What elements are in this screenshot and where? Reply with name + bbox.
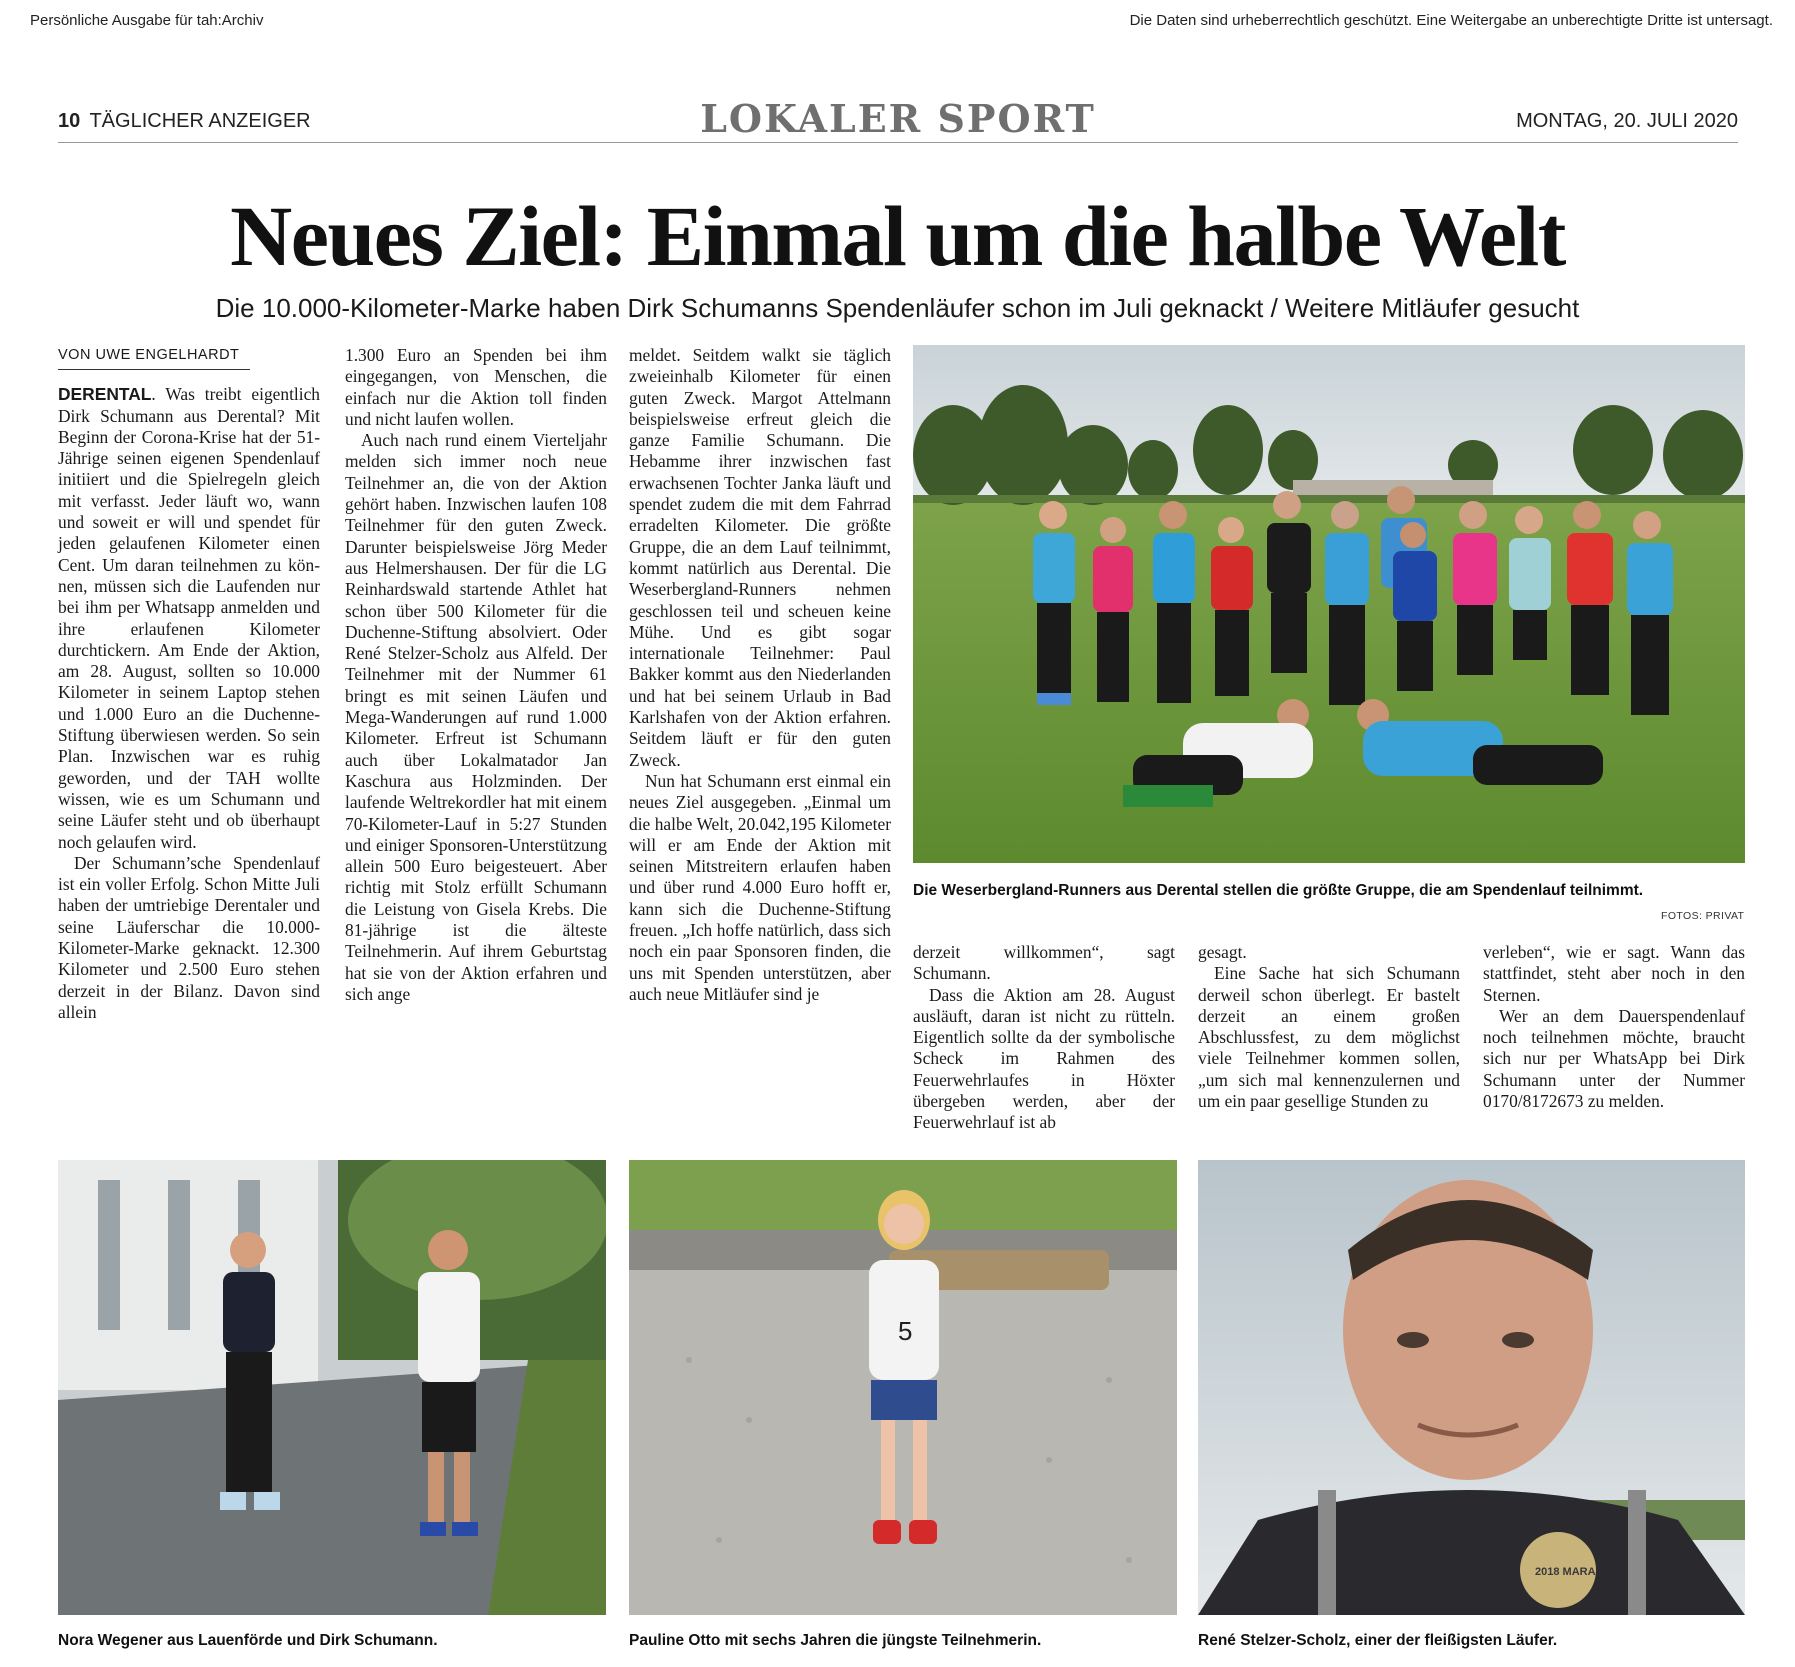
photo-pauline-otto-caption: Pauline Otto mit sechs Jahren die jüngste Teilnehmerin. <box>629 1632 1042 1649</box>
photo-pauline-otto-image <box>629 1160 1177 1615</box>
article-column-3 <box>629 345 891 1005</box>
issue-date: MONTAG, 20. JULI 2020 <box>1516 110 1738 132</box>
photo-rene-stelzer-scholz-image <box>1198 1160 1745 1615</box>
photo-wegener-schumann <box>58 1160 606 1615</box>
paragraph: meldet. Seitdem walkt sie täglich zweieinhalb Kilometer für einen guten Zweck. Margot Attelmann beispielsweise erfreut gleich die ganze Familie Schumann. Die Hebamme ihrer inzwischen fast erwachsenen Tochter Janka läuft und spendet zudem die mit dem Fahrrad erradelten Kilometer. Die größte Gruppe, die an dem Lauf teilnimmt, kommt natürlich aus Derental. Die Weserbergland-Runners nehmen geschlossen teil und scheuen keine Mühe. Und es gibt sogar internationale Teilnehmer: Paul Bakker kommt aus den Niederlanden und hat bei seinem Urlaub in Bad Karlshafen von der Aktion erfahren. Seitdem läuft er für den guten Zweck. <box>629 345 891 770</box>
personal-edition-note: Persönliche Ausgabe für tah:Archiv <box>30 12 264 29</box>
svg-text:5: 5 <box>898 1316 913 1346</box>
byline: VON UWE ENGELHARDT <box>58 345 250 370</box>
paragraph: Nun hat Schumann erst einmal ein neues Ziel ausgegeben. „Einmal um die halbe Welt, 20.042,195 Kilometer will er am Ende der Aktion mit seinen Mitstreitern erlaufen haben und über rund 4.000 Euro hofft er, kann sich die Duchenne-Stiftung freuen. „Ich hoffe natürlich, dass sich noch ein paar Sponsoren finden, die uns mit Spenden unterstützen, aber auch neue Mitläufer sind je <box>629 770 891 1004</box>
paragraph: Auch nach rund einem Vierteljahr melden sich immer noch neue Teilnehmer an, die von der Aktion gehört haben. Inzwischen laufen 108 Teilnehmer für den guten Zweck. Darunter beispielsweise Jörg Meder aus Helmershausen. Der für die LG Reinhardswald startende Athlet hat schon über 500 Kilometer für die Duchenne-Stiftung absolviert. Oder René Stelzer-Scholz aus Alfeld. Der Teilnehmer mit der Nummer 61 bringt es mit seinen Läufen und Mega-Wanderungen auf rund 1.000 Kilometer. Erfreut ist Schumann auch über Lokalmatador Jan Kaschura aus Holzminden. Der laufende Weltrekordler hat mit einem 70-Kilometer-Lauf in 5:27 Stunden und einiger Sponsoren-Unterstützung allein 500 Euro beigesteuert. Aber richtig mit Stolz erfüllt Schumann die Leistung von Gisela Krebs. Die 81-jährige ist die älteste Teilnehmerin. Auf ihrem Geburtstag hat sie von der Aktion erfahren und sich ange <box>345 430 607 1004</box>
article-column-2 <box>345 345 607 1005</box>
paragraph: Eine Sache hat sich Schumann derweil schon überlegt. Er bastelt derzeit an einem großen Abschlussfest, zu dem möglichst viele Teilnehmer kommen sollen, „um sich mal kennenzulernen und um ein paar gesellige Stunden zu <box>1198 963 1460 1112</box>
copyright-note: Die Daten sind urheberrechtlich geschützt. Eine Weitergabe an unberechtigte Dritte ist untersagt. <box>1129 12 1773 29</box>
group-photo <box>913 345 1745 863</box>
page-header <box>58 96 1738 143</box>
article-column-4 <box>913 942 1175 1134</box>
page-number: 10 <box>58 110 81 132</box>
photo-wegener-schumann-image <box>58 1160 606 1615</box>
photo-credit: FOTOS: PRIVAT <box>1661 910 1745 922</box>
group-photo-caption: Die Weserbergland-Runners aus Derental stellen die größte Gruppe, die am Spendenlauf teilnimmt. <box>913 882 1644 899</box>
group-photo-image <box>913 345 1745 863</box>
paragraph: Wer an dem Dauerspendenlauf noch teilnehmen möchte, braucht sich nur per WhatsApp bei Dirk Schumann unter der Nummer 0170/8172673 zu melden. <box>1483 1005 1745 1112</box>
photo-rene-stelzer-scholz <box>1198 1160 1745 1615</box>
photo-wegener-schumann-caption: Nora Wegener aus Lauenförde und Dirk Schumann. <box>58 1632 438 1649</box>
paragraph: derzeit willkommen“, sagt Schumann. <box>913 942 1175 984</box>
paragraph: verleben“, wie er sagt. Wann das stattfindet, steht aber noch in den Sternen. <box>1483 942 1745 1005</box>
article-subheadline: Die 10.000-Kilometer-Marke haben Dirk Schumanns Spendenläufer schon im Juli geknackt / Weitere Mitläufer gesucht <box>215 293 1580 323</box>
article-column-5 <box>1198 942 1460 1112</box>
publication-name: TÄGLICHER ANZEIGER <box>89 110 311 132</box>
dateline: DERENTAL <box>58 384 152 405</box>
photo-pauline-otto <box>629 1160 1177 1615</box>
article-column-6 <box>1483 942 1745 1112</box>
photo-rene-stelzer-scholz-caption: René Stelzer-Scholz, einer der fleißigsten Läufer. <box>1198 1632 1558 1649</box>
article-headline: Neues Ziel: Einmal um die halbe Welt <box>230 188 1565 284</box>
medal-badge: 2018 MARA <box>1535 1566 1596 1578</box>
paragraph: Der Schumann’sche Spendenlauf ist ein voller Erfolg. Schon Mitte Juli haben der umtriebige Derentaler und seine Läuferschar die 10.000-Kilometer-Marke geknackt. 12.300 Kilometer und 2.500 Euro stehen derzeit in der Bilanz. Davon sind allein <box>58 852 320 1022</box>
paragraph: Dass die Aktion am 28. August ausläuft, daran ist nicht zu rütteln. Eigentlich sollte da der symbolische Scheck im Rahmen des Feuerwehrlaufes in Höxter übergeben werden, aber der Feuerwehrlauf ist ab <box>913 984 1175 1133</box>
paragraph: gesagt. <box>1198 942 1247 962</box>
paragraph: . Was treibt eigentlich Dirk Schumann aus Derental? Mit Beginn der Corona-Krise hat der 51-Jährige seinen eigenen Spendenlauf initiiert und die Spielregeln gleich mit verfasst. Jeder läuft wo, wann und soweit er will und spendet für jeden gelaufenen Kilometer einen Cent. Um daran teilnehmen zu können, müssen sich die Laufenden nur bei ihm per Whatsapp anmelden und ihre erlaufenen Kilometer durchtickern. Am Ende der Aktion, am 28. August, sollten so 10.000 Kilometer in seinem Laptop stehen und 1.000 Euro an die Duchenne-Stiftung überwiesen werden. So sein Plan. Inzwischen war es ruhig geworden, und der TAH wollte wissen, wie es um Schumann und seine Läufer steht und ob überhaupt noch gelaufen wird. <box>58 384 320 852</box>
section-title: LOKALER SPORT <box>700 96 1096 141</box>
paragraph: 1.300 Euro an Spenden bei ihm eingegangen, von Menschen, die einfach nur die Aktion toll finden und nicht laufen wollen. <box>345 345 607 429</box>
article-column-1 <box>58 345 320 1023</box>
